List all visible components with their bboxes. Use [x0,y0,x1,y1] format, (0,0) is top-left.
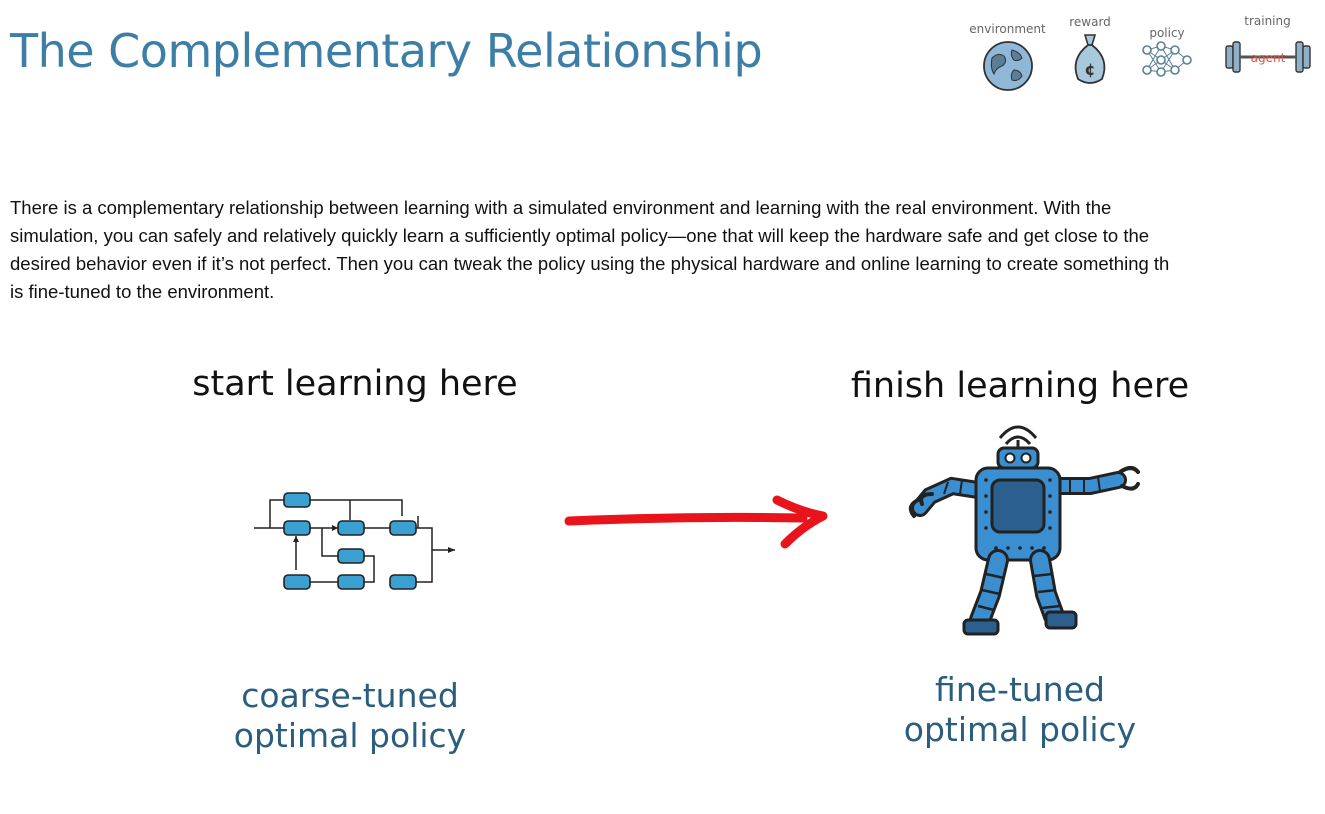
money-bag-icon [1065,29,1115,91]
legend-label: environment [969,22,1046,36]
concept-legend [965,10,1315,100]
agent-badge: agent [1250,51,1285,65]
legend-item-training [1220,14,1315,82]
intro-line: simulation, you can safely and relatively quickly learn a sufficiently optimal policy—one that will keep the hardware safe and get close to the [10,225,1150,246]
svg-text:¢: ¢ [1084,60,1096,79]
coarse-tuned-caption [175,676,525,756]
flowchart-icon [250,486,465,598]
legend-label: policy [1149,26,1185,40]
intro-line: desired behavior even if it’s not perfect. Then you can tweak the policy using the physical hardware and online learning to create something th [10,253,1170,274]
legend-label: reward [1069,15,1111,29]
red-arrow-icon [565,494,830,550]
legend-item-policy [1137,26,1197,84]
intro-paragraph [10,194,1325,306]
fine-tuned-caption [845,670,1195,750]
robot-icon [900,424,1145,639]
caption-line: optimal policy [903,710,1137,749]
caption-line: fine-tuned [935,670,1105,709]
intro-line: There is a complementary relationship between learning with a simulated environment and learning with the real environment. With the [10,197,1112,218]
legend-item-environment [965,22,1050,96]
start-heading: start learning here [192,364,518,404]
barbell-icon [1222,28,1314,78]
caption-line: coarse-tuned [241,676,459,715]
globe-icon [978,36,1038,92]
legend-item-reward [1060,15,1120,95]
finish-heading: finish learning here [850,366,1190,406]
legend-label: training [1244,14,1291,28]
caption-line: optimal policy [233,716,467,755]
neural-network-icon [1139,40,1195,80]
intro-line: is fine-tuned to the environment. [10,281,275,302]
page-title: The Complementary Relationship [10,24,763,78]
